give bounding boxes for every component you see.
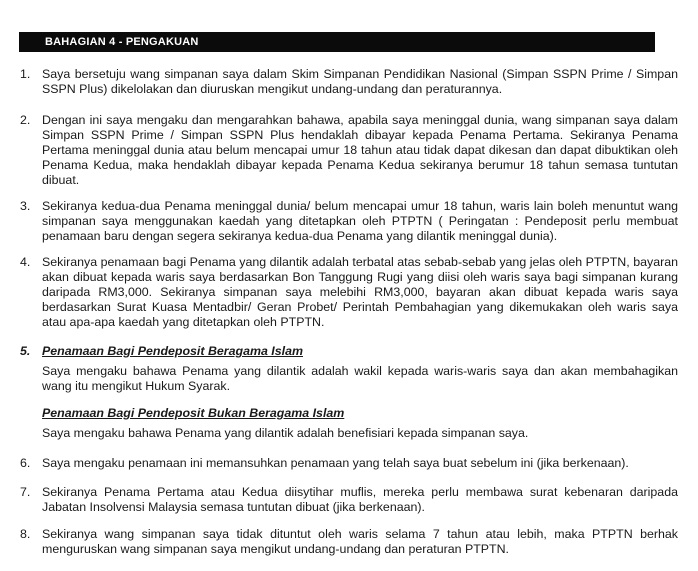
section-header: BAHAGIAN 4 - PENGAKUAN (19, 32, 655, 52)
item-text: Sekiranya penamaan bagi Penama yang dilantik adalah terbatal atas sebab-sebab yang jelas oleh PTPTN, bayaran akan dibuat kepada waris saya berdasarkan Bon Tanggung Rugi yang diisi oleh waris saya bagi simpanan kurang daripada RM3,000. Sekiranya simpanan saya melebihi RM3,000, bayaran akan dibuat kepada waris saya berdasarkan Surat Kuasa Mentadbir/ Geran Probet/ Perintah Pembahagian yang dikemukakan oleh waris saya atau apa-apa kaedah yang ditetapkan oleh PTPTN. (42, 255, 678, 329)
declaration-item-1 (20, 67, 678, 97)
non-muslim-depositor-text: Saya mengaku bahawa Penama yang dilantik adalah benefisiari kepada simpanan saya. (42, 426, 529, 440)
item-number: 5. (20, 344, 31, 358)
item-number: 1. (20, 67, 31, 81)
muslim-depositor-heading: Penamaan Bagi Pendeposit Beragama Islam (42, 344, 303, 358)
declaration-item-4 (20, 255, 678, 330)
declaration-item-8 (20, 527, 678, 557)
item-number: 3. (20, 199, 31, 213)
item-number: 6. (20, 456, 31, 470)
declaration-item-3 (20, 199, 678, 244)
item-text: Sekiranya kedua-dua Penama meninggal dunia/ belum mencapai umur 18 tahun, waris lain boleh menuntut wang simpanan saya menggunakan kaedah yang ditetapkan oleh PTPTN ( Peringatan : Pendeposit perlu membuat penamaan baru dengan segera sekiranya kedua-dua Penama yang dilantik meninggal dunia). (42, 199, 678, 243)
non-muslim-depositor-heading: Penamaan Bagi Pendeposit Bukan Beragama Islam (42, 406, 345, 420)
item-number: 7. (20, 485, 31, 499)
item-text: Saya mengaku penamaan ini memansuhkan penamaan yang telah saya buat sebelum ini (jika berkenaan). (42, 456, 629, 470)
declaration-item-2 (20, 113, 678, 188)
muslim-depositor-text: Saya mengaku bahawa Penama yang dilantik adalah wakil kepada waris-waris saya dan akan membahagikan wang itu mengikut Hukum Syarak. (42, 364, 678, 393)
item-text: Dengan ini saya mengaku dan mengarahkan bahawa, apabila saya meninggal dunia, wang simpanan saya dalam Simpan SSPN Prime / Simpan SSPN Plus hendaklah dibayar kepada Penama Pertama. Sekiranya Penama Pertama meninggal dunia atau belum mencapai umur 18 tahun atau tidak dapat dikesan dan dapat dibuktikan oleh Penama Kedua, maka hendaklah dibayar kepada Penama Kedua sekiranya berumur 18 tahun semasa tuntutan dibuat. (42, 113, 678, 187)
item-number: 8. (20, 527, 31, 541)
item-text: Sekiranya Penama Pertama atau Kedua diisytihar muflis, mereka perlu membawa surat kebenaran daripada Jabatan Insolvensi Malaysia semasa tuntutan dibuat (jika berkenaan). (42, 485, 678, 514)
declaration-item-6 (20, 456, 678, 471)
declaration-item-7 (20, 485, 678, 515)
non-muslim-depositor-block (42, 406, 678, 441)
item-text: Saya bersetuju wang simpanan saya dalam Skim Simpanan Pendidikan Nasional (Simpan SSPN Prime / Simpan SSPN Plus) dikelolakan dan diuruskan mengikut undang-undang dan peraturannya. (42, 67, 678, 96)
item-number: 2. (20, 113, 31, 127)
item-text: Sekiranya wang simpanan saya tidak dituntut oleh waris selama 7 tahun atau lebih, maka PTPTN berhak menguruskan wang simpanan saya mengikut undang-undang dan peraturan PTPTN. (42, 527, 678, 556)
item-number: 4. (20, 255, 31, 269)
declaration-item-5 (20, 344, 678, 394)
